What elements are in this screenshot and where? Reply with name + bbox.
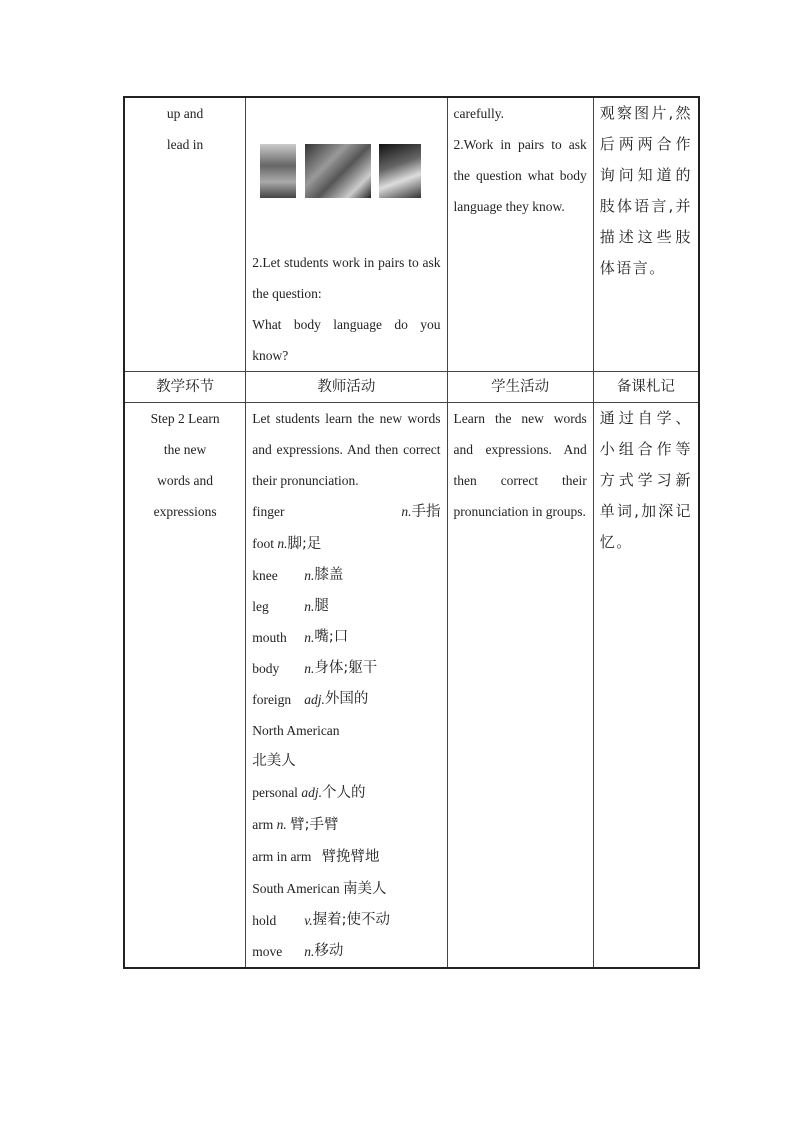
word-en: mouth	[252, 630, 287, 645]
student-activity-text: Learn the new words and expressions. And then correct their pronunciation in groups.	[453, 411, 587, 519]
word-zh: 脚;足	[287, 536, 322, 552]
stage-cell	[124, 403, 246, 969]
teacher-activity-text: What body language do you know?	[252, 317, 441, 363]
word-zh: 膝盖	[314, 567, 344, 583]
word-en: arm in arm	[252, 849, 312, 864]
word-pos: v.	[304, 913, 313, 928]
stage-line: Step 2 Learn	[150, 411, 220, 426]
word-zh: 南美人	[342, 881, 387, 897]
word-en: foreign	[252, 692, 292, 707]
word-pos: n.	[304, 944, 315, 959]
word-zh: 手指	[411, 504, 441, 520]
word-entry	[252, 936, 440, 967]
header-notes: 备课札记	[593, 372, 699, 403]
word-zh: 臂挽臂地	[321, 849, 380, 865]
word-zh: 嘴;口	[314, 629, 349, 645]
word-pos: n.	[401, 504, 412, 519]
header-student: 学生活动	[447, 372, 593, 403]
word-zh: 身体;躯干	[314, 660, 378, 676]
word-pos: adj.	[301, 785, 322, 800]
note-text: 通过自学、小组合作等方式学习新单词,加深记忆。	[599, 409, 692, 551]
word-entry	[252, 809, 440, 841]
word-en: move	[252, 944, 283, 959]
word-entry	[252, 622, 440, 653]
header-stage: 教学环节	[124, 372, 246, 403]
word-entry	[252, 591, 440, 622]
word-entry	[252, 873, 440, 905]
word-zh: 腿	[314, 598, 329, 614]
note-text: 观察图片,然后两两合作询问知道的肢体语言,并描述这些肢体语言。	[599, 104, 692, 277]
lesson-plan-table	[123, 96, 700, 969]
word-en: hold	[252, 913, 277, 928]
word-en: foot	[252, 536, 274, 551]
stage-cell	[124, 97, 246, 372]
word-pos: n.	[304, 630, 315, 645]
note-cell	[593, 97, 699, 372]
word-zh: 臂;手臂	[290, 817, 339, 833]
word-zh: 北美人	[252, 753, 296, 769]
word-en: South American	[252, 881, 340, 896]
word-entry	[252, 684, 440, 715]
word-pos: n.	[276, 817, 287, 832]
stage-line: expressions	[153, 504, 217, 519]
body-language-photos	[252, 140, 440, 203]
word-entry	[252, 777, 440, 809]
header-teacher: 教师活动	[246, 372, 447, 403]
word-entry	[252, 841, 440, 873]
word-pos: n.	[304, 661, 315, 676]
student-activity-text: carefully.	[453, 106, 505, 121]
word-en: leg	[252, 599, 269, 614]
word-en: arm	[252, 817, 274, 832]
word-zh: 移动	[314, 943, 344, 959]
photo-traffic-police	[260, 144, 296, 198]
word-pos: adj.	[304, 692, 325, 707]
word-zh: 外国的	[324, 691, 369, 707]
table-row	[124, 97, 699, 372]
word-en: personal	[252, 785, 298, 800]
word-entry	[252, 496, 440, 528]
teacher-cell	[246, 97, 447, 372]
note-cell	[593, 403, 699, 969]
word-en: knee	[252, 568, 278, 583]
word-en: body	[252, 661, 280, 676]
word-entry	[252, 560, 440, 591]
word-pos: n.	[304, 568, 315, 583]
photo-gesture	[379, 144, 421, 198]
teacher-cell	[246, 403, 447, 969]
word-en: finger	[252, 504, 285, 519]
word-entry	[252, 653, 440, 684]
student-cell	[447, 403, 593, 969]
teacher-intro: Let students learn the new words and expressions. And then correct their pronunciation.	[252, 411, 441, 488]
table-row	[124, 403, 699, 969]
word-entry	[252, 905, 440, 936]
stage-line: up and	[166, 106, 204, 121]
photo-v-sign	[305, 144, 371, 198]
student-activity-text: 2.Work in pairs to ask the question what body language they know.	[453, 137, 587, 214]
header-row	[124, 372, 699, 403]
stage-line: words and	[157, 473, 214, 488]
word-zh: 握着;使不动	[312, 912, 390, 928]
word-pos: n.	[277, 536, 288, 551]
teacher-activity-text: 2.Let students work in pairs to ask the question:	[252, 255, 441, 301]
word-pos: n.	[304, 599, 315, 614]
stage-line: the new	[163, 442, 207, 457]
word-zh: 个人的	[321, 785, 366, 801]
word-entry: North American	[252, 723, 340, 738]
student-cell	[447, 97, 593, 372]
stage-line: lead in	[166, 137, 204, 152]
word-entry	[252, 528, 440, 560]
